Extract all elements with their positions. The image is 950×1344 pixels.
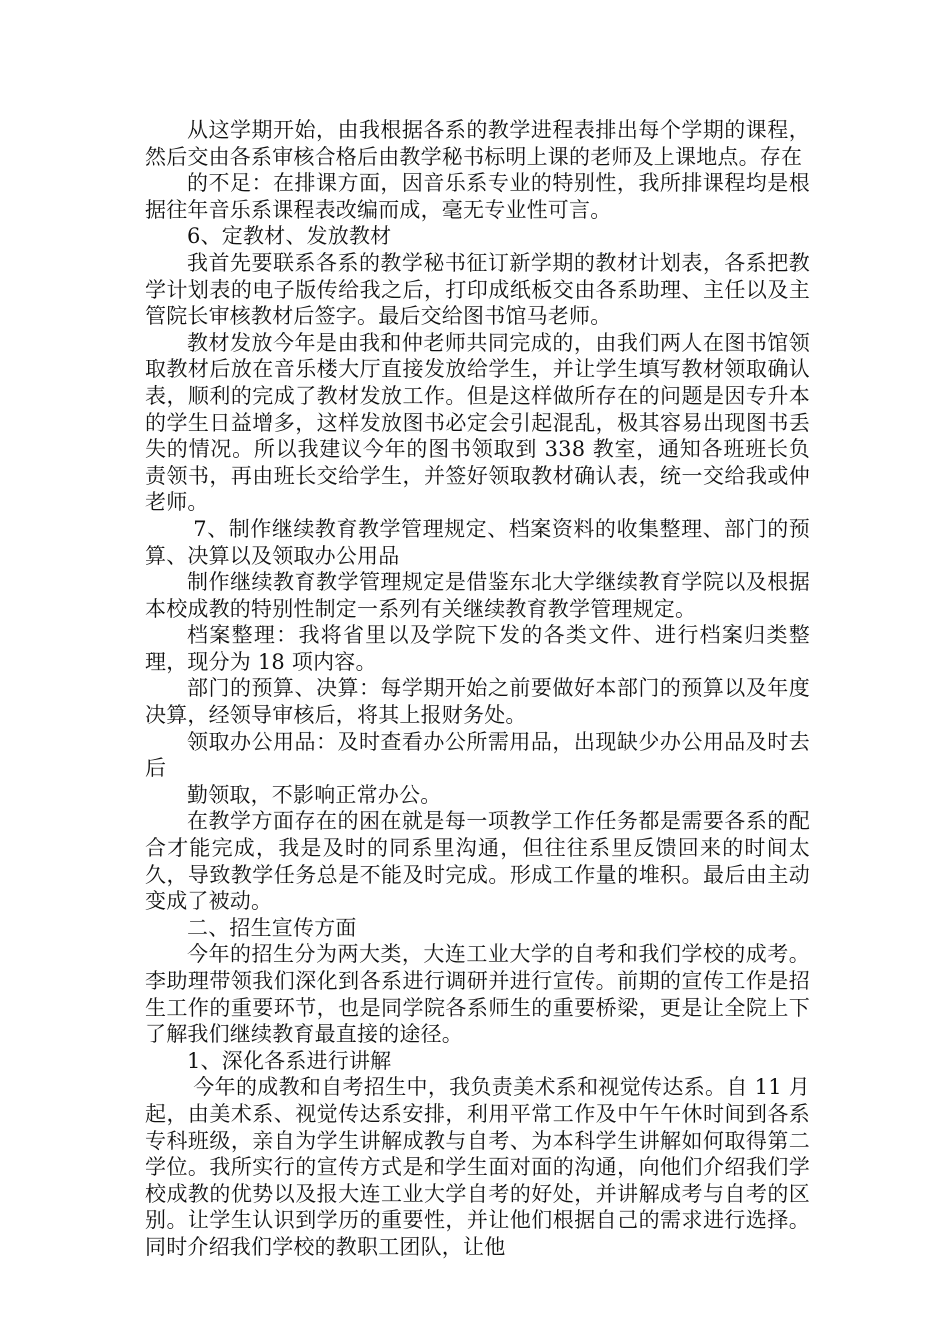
paragraph-textbook-distribution: 教材发放今年是由我和仲老师共同完成的，由我们两人在图书馆领取教材后放在音乐楼大厅直接发放给学生，并让学生填写教材领取确认表，顺利的完成了教材发放工作。但是这样做所存在的问题是因专升本的学生日益增多，这样发放图书必定会引起混乱，极其容易出现图书丢失的情况。所以我建议今年的图书领取到 338 教室，通知各班班长负责领书，再由班长交给学生，并签好领取教材确认表，统一交给我或仲老师。 (145, 330, 810, 515)
heading-management-rules: 7、制作继续教育教学管理规定、档案资料的收集整理、部门的预算、决算以及领取办公用品 (145, 516, 810, 568)
heading-textbooks: 6、定教材、发放教材 (187, 224, 392, 249)
document-body (145, 117, 810, 1261)
paragraph-department-lectures: 今年的成教和自考招生中，我负责美术系和视觉传达系。自 11 月起，由美术系、视觉传达系安排，利用平常工作及中午午休时间到各系专科班级，亲自为学生讲解成教与自考、为本科学生讲解如何取得第二学位。我所实行的宣传方式是和学生面对面的沟通，向他们介绍我们学校成教的优势以及报大连工业大学自考的好处，并讲解成考与自考的区别。让学生认识到学历的重要性，并让他们根据自己的需求进行选择。同时介绍我们学校的教职工团队，让他 (145, 1075, 810, 1259)
heading-recruitment: 二、招生宣传方面 (187, 915, 357, 940)
paragraph-archives: 档案整理：我将省里以及学院下发的各类文件、进行档案归类整理，现分为 18 项内容。 (145, 623, 810, 674)
paragraph-textbook-ordering: 我首先要联系各系的教学秘书征订新学期的教材计划表，各系把教学计划表的电子版传给我之后，打印成纸板交由各系助理、主任以及主管院长审核教材后签字。最后交给图书馆马老师。 (145, 250, 810, 329)
paragraph-course-scheduling: 从这学期开始，由我根据各系的教学进程表排出每个学期的课程，然后交由各系审核合格后由教学秘书标明上课的老师及上课地点。存在 (145, 118, 810, 169)
paragraph-scheduling-shortcoming: 的不足：在排课方面，因音乐系专业的特别性，我所排课程均是根据往年音乐系课程表改编而成，毫无专业性可言。 (145, 171, 810, 222)
paragraph-teaching-difficulties: 在教学方面存在的困在就是每一项教学工作任务都是需要各系的配合才能完成，我是及时的同系里沟通，但往往系里反馈回来的时间太久，导致教学任务总是不能及时完成。形成工作量的堆积。最后由主动变成了被动。 (145, 809, 810, 914)
paragraph-office-supplies-cont: 勤领取，不影响正常办公。 (187, 782, 442, 807)
paragraph-office-supplies: 领取办公用品：及时查看办公所需用品，出现缺少办公用品及时去后 (145, 729, 810, 781)
paragraph-management-rules: 制作继续教育教学管理规定是借鉴东北大学继续教育学院以及根据本校成教的特别性制定一系列有关继续教育教学管理规定。 (145, 570, 810, 621)
paragraph-recruitment-overview: 今年的招生分为两大类，大连工业大学的自考和我们学校的成考。 李助理带领我们深化到各系进行调研并进行宣传。前期的宣传工作是招生工作的重要环节，也是同学院各系师生的重要桥梁，更是让全院上下了解我们继续教育最直接的途径。 (145, 942, 810, 1047)
heading-department-lectures: 1、深化各系进行讲解 (187, 1048, 392, 1073)
paragraph-budget: 部门的预算、决算：每学期开始之前要做好本部门的预算以及年度决算，经领导审核后，将其上报财务处。 (145, 676, 810, 728)
